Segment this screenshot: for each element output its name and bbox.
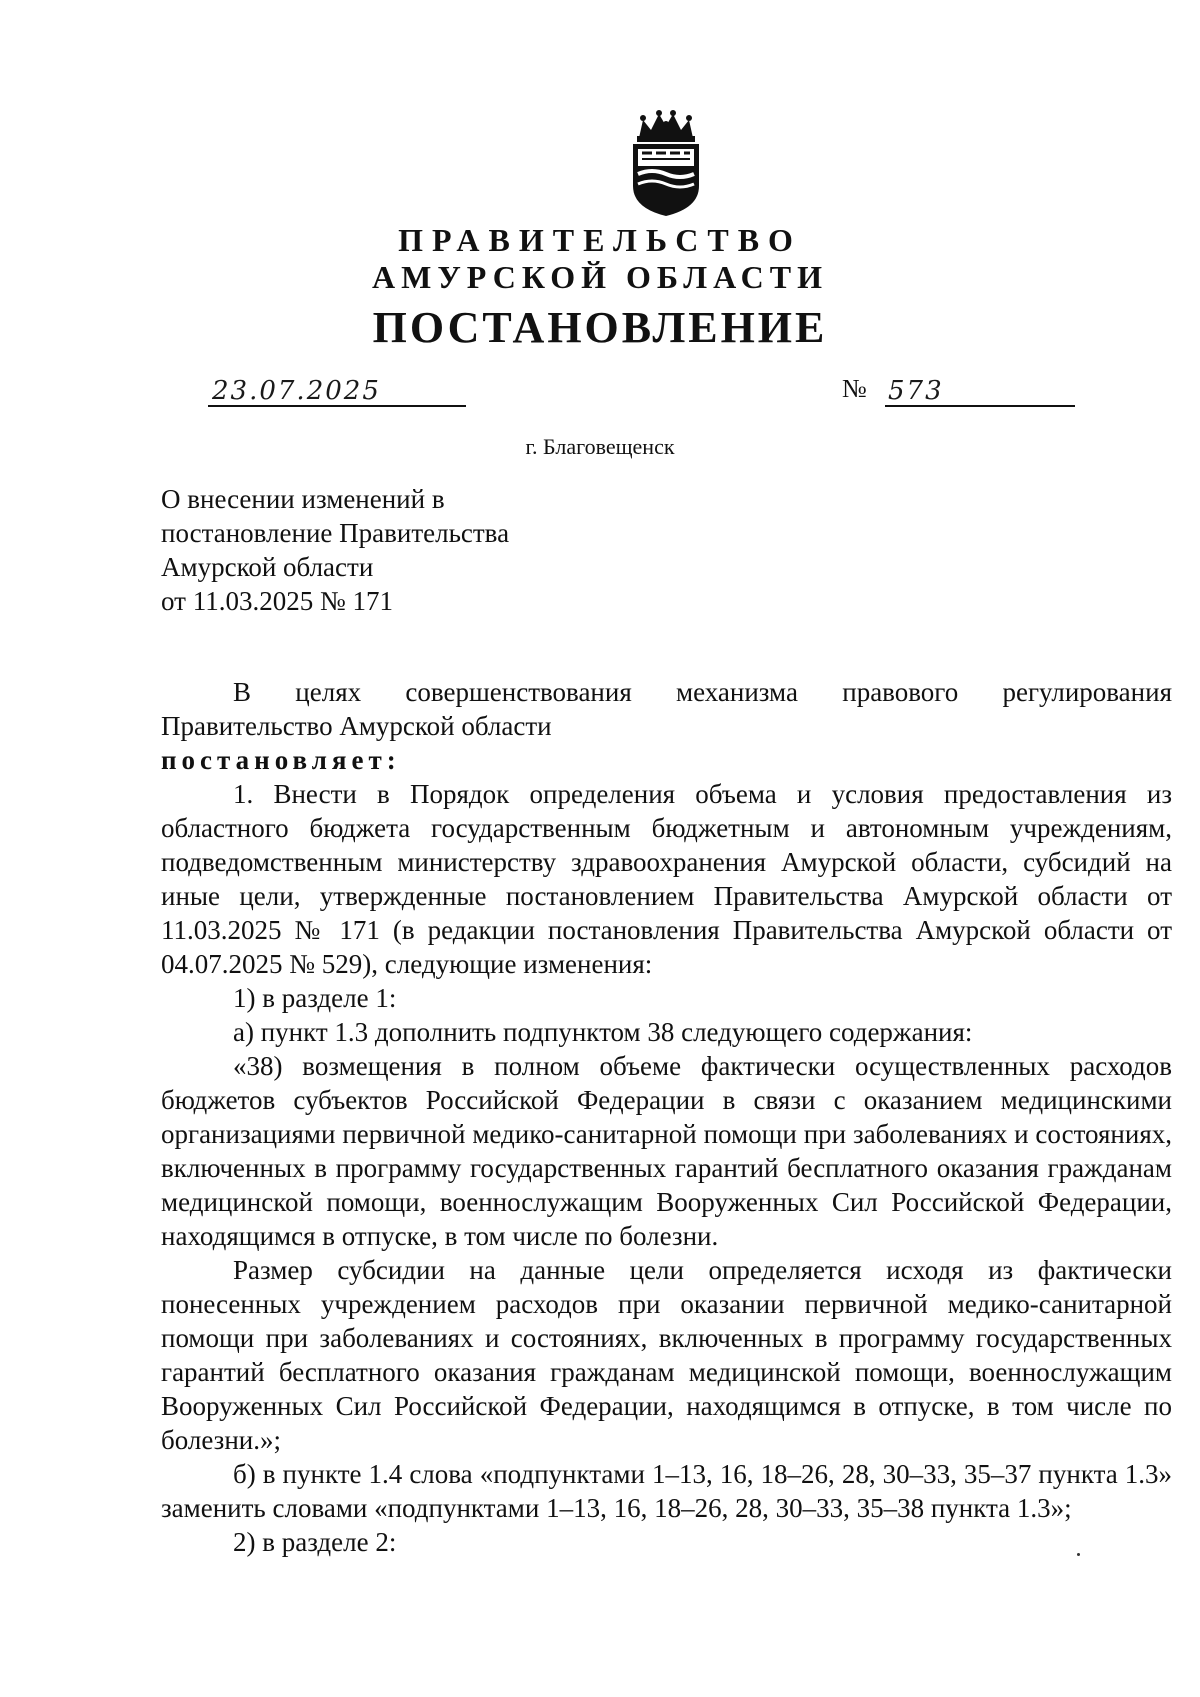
decree-date: 23.07.2025	[212, 376, 381, 406]
paragraph: а) пункт 1.3 дополнить подпунктом 38 следующего содержания:	[233, 1017, 973, 1047]
resolves-word: постановляет:	[161, 745, 401, 775]
subject-line: постановление Правительства	[161, 518, 510, 548]
preamble-line: Правительство Амурской области	[161, 711, 552, 741]
coat-of-arms-icon	[625, 108, 707, 218]
paragraph: б) в пункте 1.4 слова «подпунктами 1–13, 16, 18–26, 28, 30–33, 35–37 пункта 1.3» заменить словами «подпунктами 1–13, 16, 18–26, 28, 30–33, 35–38 пункта 1.3»;	[161, 1459, 1172, 1523]
paragraph: 2) в разделе 2:	[233, 1527, 397, 1557]
date-underline	[208, 405, 466, 407]
document-body	[161, 675, 1172, 1559]
decree-number: 573	[888, 376, 944, 406]
number-underline	[885, 405, 1075, 407]
subject-line: Амурской области	[161, 552, 374, 582]
paragraph: 1) в разделе 1:	[233, 983, 397, 1013]
subject-line: от 11.03.2025 № 171	[161, 586, 393, 616]
paragraph: 1. Внести в Порядок определения объема и условия предоставления из областного бюджета государственным бюджетным и автономным учреждениям, подведомственным министерству здравоохранения Амурской области, субсидий на иные цели, утвержденные постановлением Правительства Амурской области от 11.03.2025 № 171 (в редакции постановления Правительства Амурской области от 04.07.2025 № 529), следующие изменения:	[161, 779, 1172, 979]
org-name-line1: ПРАВИТЕЛЬСТВО	[398, 222, 802, 258]
number-sign: №	[842, 374, 867, 403]
subject-block	[161, 482, 509, 618]
city-name: г. Благовещенск	[525, 434, 675, 459]
paragraph: «38) возмещения в полном объеме фактически осуществленных расходов бюджетов субъектов Российской Федерации в связи с оказанием медицинскими организациями первичной медико-санитарной помощи при заболеваниях и состояниях, включенных в программу государственных гарантий бесплатного оказания гражданам медицинской помощи, военнослужащим Вооруженных Сил Российской Федерации, находящимся в отпуске, в том числе по болезни.	[161, 1051, 1172, 1251]
scan-speck	[1077, 1553, 1080, 1556]
preamble-line: В целях совершенствования механизма правового регулирования	[233, 677, 1172, 707]
document-type-title: ПОСТАНОВЛЕНИЕ	[372, 303, 828, 352]
paragraph: Размер субсидии на данные цели определяется исходя из фактически понесенных учреждением расходов при оказании первичной медико-санитарной помощи при заболеваниях и состояниях, включенных в программу государственных гарантий бесплатного оказания гражданам медицинской помощи, военнослужащим Вооруженных Сил Российской Федерации, находящимся в отпуске, в том числе по болезни.»;	[161, 1255, 1172, 1455]
org-name-line2: АМУРСКОЙ ОБЛАСТИ	[372, 259, 828, 295]
subject-line: О внесении изменений в	[161, 484, 445, 514]
